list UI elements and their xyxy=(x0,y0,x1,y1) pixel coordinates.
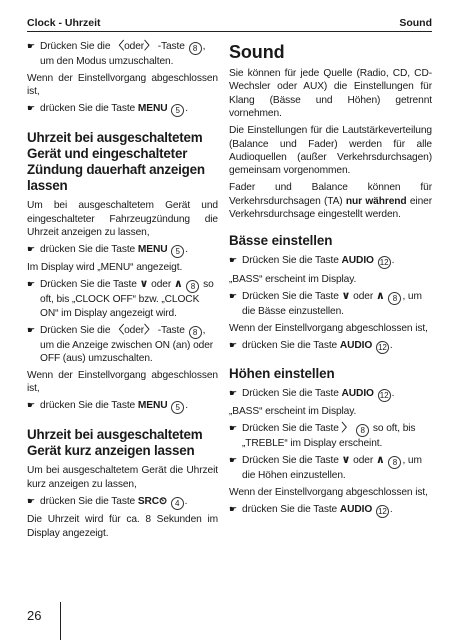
up-arrow-icon: ∧ xyxy=(173,278,183,291)
page-number: 26 xyxy=(27,608,42,623)
key-label: AUDIO xyxy=(341,387,374,399)
step-press-menu: ☛ drücken Sie die Taste MENU 5 . xyxy=(27,243,188,256)
key-number-badge: 8 xyxy=(186,280,199,293)
footer-rule xyxy=(60,602,61,640)
key-number-badge: 12 xyxy=(376,505,389,518)
hand-pointer-icon: ☛ xyxy=(229,423,237,434)
step-adjust-bass: ☛ Drücken Sie die Taste ∨ oder ∧ 8 , um die Bässe einzustellen. xyxy=(229,289,422,317)
paragraph: Wenn der Einstellvorgang abgeschlossen ist, xyxy=(27,369,218,395)
hand-pointer-icon: ☛ xyxy=(27,243,35,254)
down-arrow-icon: ∨ xyxy=(139,278,149,291)
left-column xyxy=(27,40,218,543)
paragraph: Wenn der Einstellvorgang abgeschlossen ist, xyxy=(27,72,218,98)
step-press-audio: ☛ Drücken Sie die Taste AUDIO 12 . xyxy=(229,255,395,268)
header-rule xyxy=(27,31,432,32)
header-left: Clock - Uhrzeit xyxy=(27,17,101,29)
right-arrow-icon: 〉 xyxy=(144,40,155,52)
key-label: MENU xyxy=(137,400,168,412)
key-label: AUDIO xyxy=(341,255,374,267)
page-header xyxy=(27,13,432,29)
key-label: SRC xyxy=(137,495,160,507)
right-arrow-icon: 〉 xyxy=(341,422,353,435)
paragraph: Sie können für jede Quelle (Radio, CD, CD-Wechsler oder AUX) die Einstellungen für Klang (Bässe und Höhen) getrennt vornehmen. xyxy=(229,68,432,120)
step-press-audio: ☛ Drücken Sie die Taste AUDIO 12 . xyxy=(229,387,395,400)
key-number-badge: 5 xyxy=(171,401,184,414)
section-heading: Höhen einstellen xyxy=(229,365,335,381)
key-number-badge: 8 xyxy=(189,326,202,339)
hand-pointer-icon: ☛ xyxy=(229,255,237,266)
hand-pointer-icon: ☛ xyxy=(229,290,237,301)
clock-icon: ⏲ xyxy=(159,495,167,507)
key-number-badge: 4 xyxy=(171,497,184,510)
key-number-badge: 5 xyxy=(171,104,184,117)
hand-pointer-icon: ☛ xyxy=(229,387,237,398)
hand-pointer-icon: ☛ xyxy=(27,495,35,506)
paragraph: „BASS“ erscheint im Display. xyxy=(229,273,357,285)
key-label: MENU xyxy=(137,103,168,115)
hand-pointer-icon: ☛ xyxy=(27,103,35,114)
key-number-badge: 12 xyxy=(378,256,391,269)
key-number-badge: 8 xyxy=(388,292,401,305)
emphasis: nur während xyxy=(345,195,407,207)
step-adjust-treble: ☛ Drücken Sie die Taste ∨ oder ∧ 8 , um die Höhen einzustellen. xyxy=(229,454,422,481)
down-arrow-icon: ∨ xyxy=(341,454,351,466)
step-toggle-on-off: ☛ Drücken Sie die 〈oder〉 -Taste 8 , um die Anzeige zwischen ON (an) oder OFF (aus) umzuschalten. xyxy=(27,323,214,365)
down-arrow-icon: ∨ xyxy=(341,289,351,302)
hand-pointer-icon: ☛ xyxy=(27,41,35,51)
key-number-badge: 5 xyxy=(171,245,184,258)
step-select-treble: ☛ Drücken Sie die Taste 〉 8 so oft, bis „TREBLE“ im Display erscheint. xyxy=(229,422,416,450)
step-mode-switch: ☛ Drücken Sie die 〈oder〉 -Taste 8 , um den Modus umzuschalten. xyxy=(27,40,206,67)
hand-pointer-icon: ☛ xyxy=(27,324,35,335)
step-press-audio: ☛ drücken Sie die Taste AUDIO 12 . xyxy=(229,503,393,516)
step-press-audio: ☛ drücken Sie die Taste AUDIO 12 . xyxy=(229,339,393,352)
key-label: MENU xyxy=(137,243,168,255)
right-arrow-icon: 〉 xyxy=(144,323,155,336)
header-right: Sound xyxy=(399,17,432,29)
key-number-badge: 8 xyxy=(388,456,401,469)
key-number-badge: 8 xyxy=(356,424,369,437)
key-number-badge: 12 xyxy=(378,389,391,402)
paragraph: Um bei ausgeschaltetem Gerät und eingeschalteter Fahrzeugzündung die Uhrzeit anzeigen zu lassen, xyxy=(27,200,218,239)
paragraph: Fader und Balance können für Verkehrsdurchsagen (TA) nur während einer Verkehrsdurchsage eingestellt werden. xyxy=(229,182,432,221)
up-arrow-icon: ∧ xyxy=(375,454,385,466)
hand-pointer-icon: ☛ xyxy=(229,339,237,350)
key-number-badge: 8 xyxy=(189,42,202,55)
hand-pointer-icon: ☛ xyxy=(27,400,35,411)
step-press-menu: ☛ drücken Sie die Taste MENU 5 . xyxy=(27,400,188,413)
up-arrow-icon: ∧ xyxy=(375,289,385,302)
paragraph: Die Einstellungen für die Lautstärkeverteilung (Balance und Fader) werden für alle Audioquellen (außer Verkehrsdurchsagen) gemeinsam vorgenommen. xyxy=(229,125,432,177)
key-label: AUDIO xyxy=(339,339,373,351)
key-label: AUDIO xyxy=(339,503,373,515)
section-heading: Uhrzeit bei ausgeschaltetem Gerät kurz anzeigen lassen xyxy=(27,427,203,459)
step-press-menu: ☛ drücken Sie die Taste MENU 5 . xyxy=(27,103,188,116)
paragraph: Wenn der Einstellvorgang abgeschlossen ist, xyxy=(229,486,428,498)
left-arrow-icon: 〈 xyxy=(113,323,125,336)
page-title: Sound xyxy=(229,42,285,62)
right-column xyxy=(229,40,432,521)
paragraph: Um bei ausgeschaltetem Gerät die Uhrzeit kurz anzeigen zu lassen, xyxy=(27,465,218,490)
paragraph: Die Uhrzeit wird für ca. 8 Sekunden im Display angezeigt. xyxy=(27,514,218,539)
step-clock-select: ☛ Drücken Sie die Taste ∨ oder ∧ 8 so oft, bis „CLOCK OFF“ bzw. „CLOCK ON“ im Display angezeigt wird. xyxy=(27,278,214,319)
step-press-src: ☛ drücken Sie die Taste SRC⏲ 4 . xyxy=(27,495,188,508)
section-heading: Uhrzeit bei ausgeschaltetem Gerät und eingeschalteter Zündung dauerhaft anzeigen lassen xyxy=(27,130,205,194)
paragraph: Wenn der Einstellvorgang abgeschlossen ist, xyxy=(229,322,428,334)
paragraph: „BASS“ erscheint im Display. xyxy=(229,406,357,418)
key-number-badge: 12 xyxy=(376,341,389,354)
hand-pointer-icon: ☛ xyxy=(229,455,237,465)
paragraph: Im Display wird „MENU“ angezeigt. xyxy=(27,262,183,274)
hand-pointer-icon: ☛ xyxy=(229,503,237,514)
section-heading: Bässe einstellen xyxy=(229,233,333,249)
hand-pointer-icon: ☛ xyxy=(27,279,35,290)
left-arrow-icon: 〈 xyxy=(113,40,125,52)
